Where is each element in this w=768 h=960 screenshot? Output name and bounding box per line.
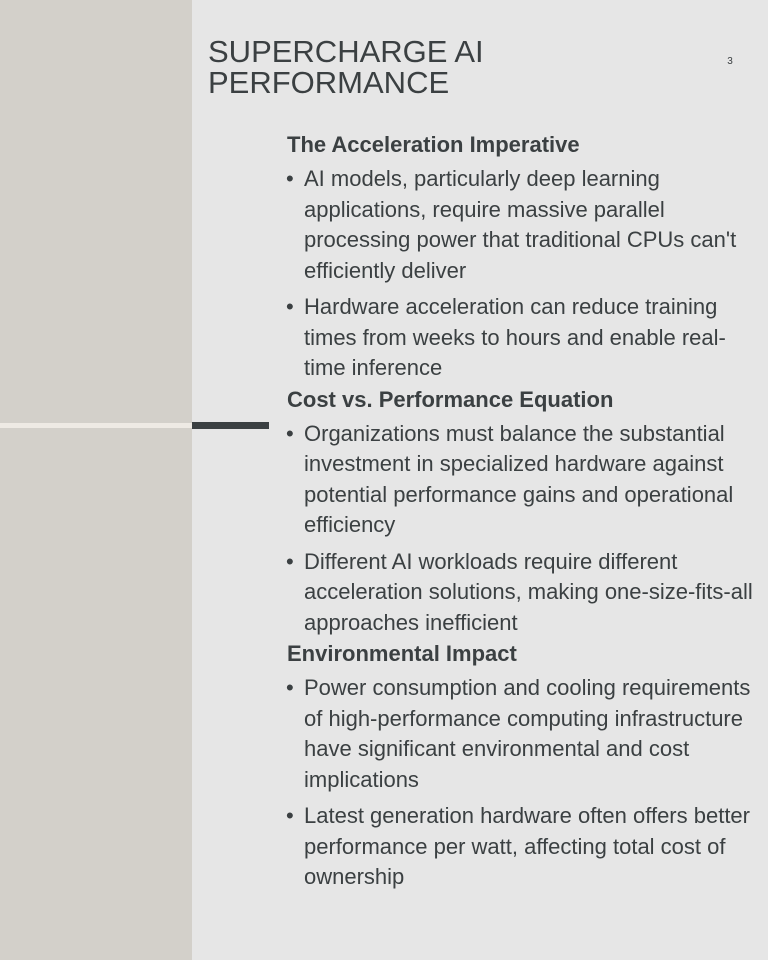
bullet-item: • Latest generation hardware often offers better performance per watt, affecting total cost of ownership xyxy=(286,801,760,893)
bullet-item: • Different AI workloads require different acceleration solutions, making one-size-fits-all approaches inefficient xyxy=(286,547,760,639)
bullet-item: • Power consumption and cooling requirements of high-performance computing infrastructure have significant environmental and cost implications xyxy=(286,673,760,795)
page-number: 3 xyxy=(727,56,733,67)
slide-title: SUPERCHARGE AI PERFORMANCE xyxy=(208,34,484,100)
accent-divider-bar xyxy=(192,422,269,429)
section-heading-cost-performance: Cost vs. Performance Equation xyxy=(287,386,614,412)
left-divider-line xyxy=(0,423,192,428)
section-heading-acceleration: The Acceleration Imperative xyxy=(287,132,580,157)
slide-content xyxy=(286,129,760,899)
bullet-item: • Organizations must balance the substantial investment in specialized hardware against potential performance gains and operational efficiency xyxy=(286,419,760,541)
bullet-item: • AI models, particularly deep learning applications, require massive parallel processing power that traditional CPUs can't efficiently deliver xyxy=(286,164,760,286)
bullet-list-environmental xyxy=(286,673,760,893)
bullet-list-acceleration xyxy=(286,164,760,384)
bullet-item: • Hardware acceleration can reduce training times from weeks to hours and enable real-time inference xyxy=(286,292,760,384)
section-heading-environmental: Environmental Impact xyxy=(287,641,517,666)
left-decorative-panel xyxy=(0,0,192,960)
bullet-list-cost-performance xyxy=(286,419,760,639)
